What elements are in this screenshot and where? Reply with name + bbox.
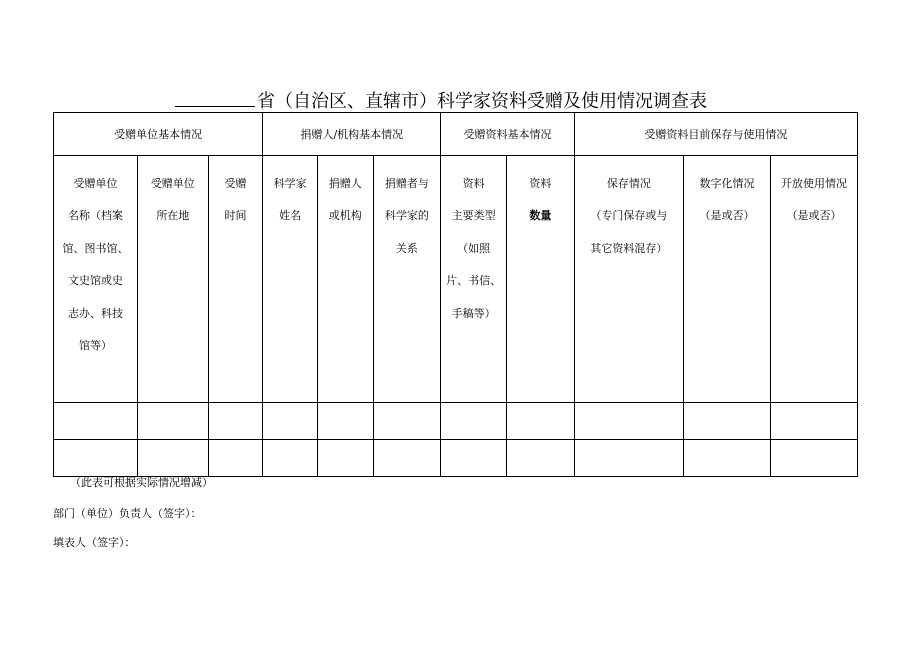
table-cell[interactable] — [54, 403, 138, 440]
table-cell[interactable] — [574, 440, 683, 477]
table-cell[interactable] — [317, 403, 373, 440]
column-scientist-name: 科学家 姓名 — [263, 156, 318, 403]
table-cell[interactable] — [507, 440, 575, 477]
survey-table — [53, 112, 858, 477]
column-recipient-name: 受赠单位 名称（档案 馆、图书馆、 文史馆或史 志办、科技 馆等） — [54, 156, 138, 403]
column-material-type: 资料 主要类型 （如照 片、书信、 手稿等） — [441, 156, 507, 403]
department-signature-label: 部门（单位）负责人（签字）： — [53, 507, 202, 520]
column-donor-relationship: 捐赠者与 科学家的 关系 — [373, 156, 441, 403]
table-row — [54, 403, 858, 440]
province-blank[interactable] — [175, 92, 255, 107]
table-cell[interactable] — [137, 440, 208, 477]
table-cell[interactable] — [373, 403, 441, 440]
column-recipient-location: 受赠单位 所在地 — [137, 156, 208, 403]
table-cell[interactable] — [574, 403, 683, 440]
table-cell[interactable] — [54, 440, 138, 477]
filler-signature-label: 填表人（签字）： — [53, 536, 136, 549]
title-text: 省（自治区、直辖市）科学家资料受赠及使用情况调查表 — [257, 91, 707, 112]
table-cell[interactable] — [683, 403, 770, 440]
table-cell[interactable] — [683, 440, 770, 477]
table-cell[interactable] — [507, 403, 575, 440]
column-material-quantity: 资料 数量 — [507, 156, 575, 403]
table-cell[interactable] — [770, 440, 857, 477]
adjust-note: （此表可根据实际情况增减） — [70, 476, 213, 489]
column-open-usage: 开放使用情况 （是或否） — [770, 156, 857, 403]
group-recipient-info: 受赠单位基本情况 — [54, 113, 263, 156]
table-cell[interactable] — [208, 403, 263, 440]
table-cell[interactable] — [208, 440, 263, 477]
group-material-info: 受赠资料基本情况 — [441, 113, 574, 156]
table-cell[interactable] — [373, 440, 441, 477]
table-cell[interactable] — [137, 403, 208, 440]
table-cell[interactable] — [263, 403, 318, 440]
table-cell[interactable] — [441, 403, 507, 440]
table-row — [54, 440, 858, 477]
column-digitization: 数字化情况 （是或否） — [683, 156, 770, 403]
table-cell[interactable] — [441, 440, 507, 477]
column-donor: 捐赠人 或机构 — [317, 156, 373, 403]
table-cell[interactable] — [317, 440, 373, 477]
group-donor-info: 捐赠人/机构基本情况 — [263, 113, 441, 156]
form-title — [175, 87, 707, 113]
column-preservation: 保存情况 （专门保存或与 其它资料混存） — [574, 156, 683, 403]
group-preservation-usage: 受赠资料目前保存与使用情况 — [574, 113, 857, 156]
column-receipt-time: 受赠 时间 — [208, 156, 263, 403]
table-cell[interactable] — [770, 403, 857, 440]
table-cell[interactable] — [263, 440, 318, 477]
